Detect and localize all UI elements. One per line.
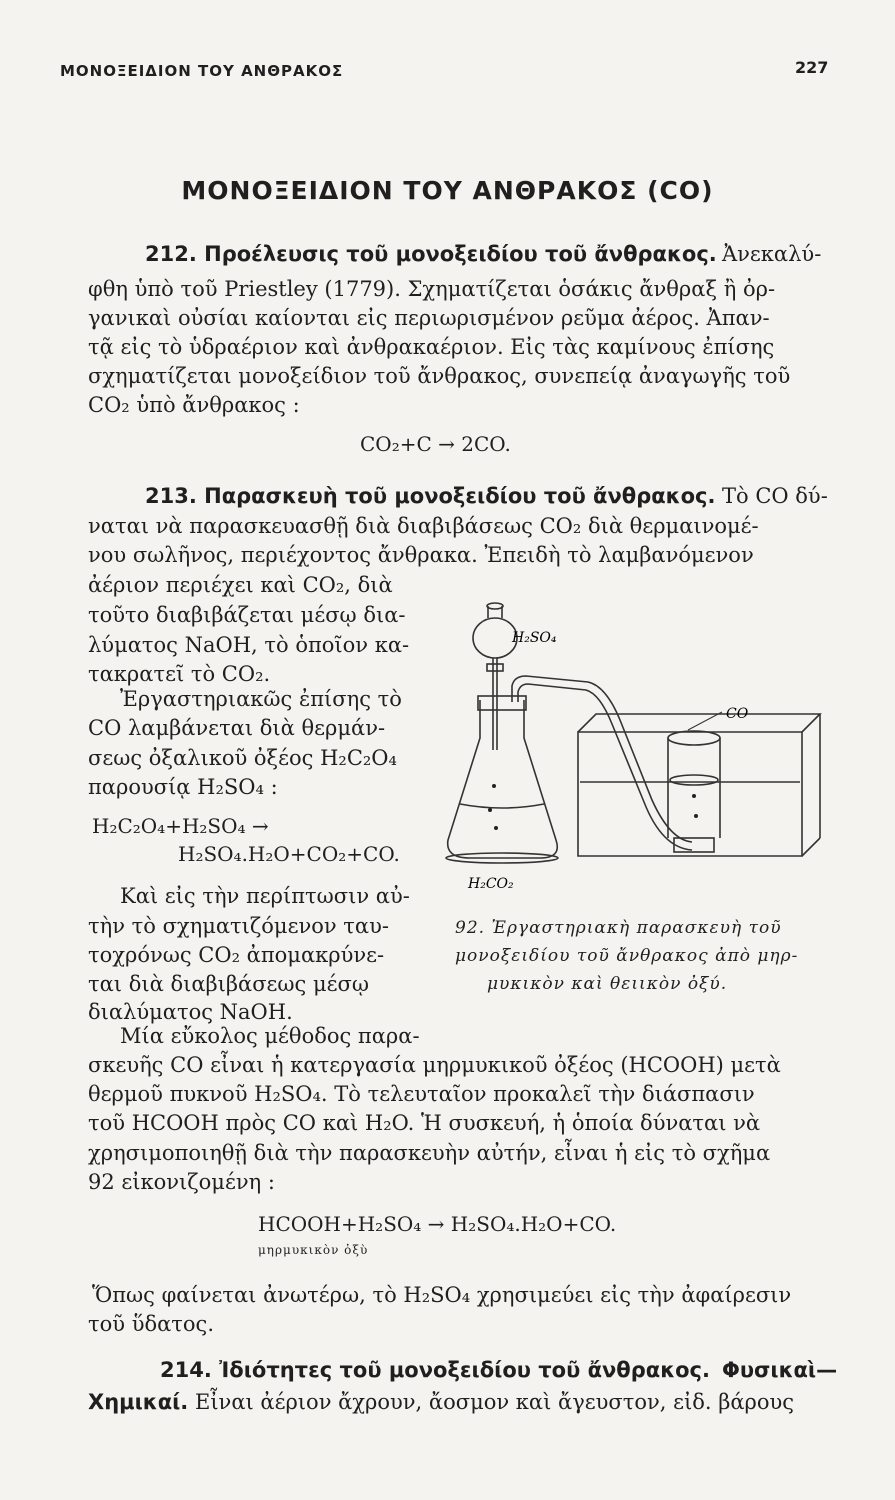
stopcock [487,664,503,671]
bubble [694,814,698,818]
section-212-line: σχηματίζεται μονοξείδιον τοῦ ἄνθρακος, συνεπείᾳ ἀναγωγῆς τοῦ [88,364,791,388]
page-number: 227 [795,58,829,77]
label-hcooh: H₂CO₂ [468,876,514,892]
gas-cylinder [668,738,720,838]
funnel-stopper [487,603,503,609]
equation-formic: HCOOH+H₂SO₄ → H₂SO₄.H₂O+CO. [258,1212,617,1236]
section-213-line: ται διὰ διαβιβάσεως μέσῳ [88,972,369,996]
section-213-line: Μία εὔκολος μέθοδος παρα- [120,1024,420,1048]
bubble [692,794,696,798]
gas-cylinder-top [668,731,720,745]
section-213-line: θερμοῦ πυκνοῦ H₂SO₄. Τὸ τελευταῖον προκαλεῖ τὴν διάσπασιν [88,1082,755,1106]
conical-flask [448,700,558,858]
section-214-line: Φυσικαὶ— [722,1358,838,1382]
section-213-line: 92 εἰκονιζομένη : [88,1170,275,1194]
gas-cylinder-level [670,775,718,785]
section-212-line: γανικαὶ οὐσίαι καίονται εἰς περιωρισμένον ρεῦμα ἀέρος. Ἀπαν- [88,306,770,330]
section-213-line: Ἐργαστηριακῶς ἐπίσης τὸ [120,687,402,711]
figure-caption: μονοξειδίου τοῦ ἄνθρακος ἀπὸ μηρ- [455,946,799,966]
section-213-line: τὴν τὸ σχηματιζόμενον ταυ- [88,914,389,938]
section-213-line: σεως ὀξαλικοῦ ὀξέος H₂C₂O₄ [88,746,397,770]
figure-caption: 92. Ἐργαστηριακὴ παρασκευὴ τοῦ [455,918,782,938]
label-co: CO [726,706,749,722]
section-213-line: Ὅπως φαίνεται ἀνωτέρω, τὸ H₂SO₄ χρησιμεύει εἰς τὴν ἀφαίρεσιν [92,1283,792,1307]
section-213-line: σκευῆς CO εἶναι ἡ κατεργασία μηρμυκικοῦ ὀξέος (HCOOH) μετὰ [88,1053,781,1077]
section-213-line: CO λαμβάνεται διὰ θερμάν- [88,716,386,740]
section-213-line: ἀέριον περιέχει καὶ CO₂, διὰ [88,573,393,597]
section-213-line: Καὶ εἰς τὴν περίπτωσιν αὐ- [120,884,410,908]
section-212-line: Ἀνεκαλύ- [722,242,822,266]
section-212-line: φθη ὑπὸ τοῦ Priestley (1779). Σχηματίζεται ὁσάκις ἄνθραξ ἢ ὀρ- [88,277,776,301]
equation-formic-note: μηρμυκικὸν ὀξὺ [258,1243,369,1257]
equation-co2-c: CO₂+C → 2CO. [360,432,511,456]
section-214-line [88,1388,794,1416]
equation-oxalic-line1: H₂C₂O₄+H₂SO₄ → [92,814,269,838]
section-213-line: λύματος NaOH, τὸ ὁποῖον κα- [88,633,410,657]
section-214-subheading: Χημικαί. [88,1390,189,1414]
section-212-line: τᾷ εἰς τὸ ὑδραέριον καὶ ἀνθρακαέριον. Εἰς τὰς καμίνους ἐπίσης [88,335,775,359]
delivery-tube [512,676,692,842]
bubble [488,808,492,812]
section-213-line: διαλύματος NaOH. [88,1000,293,1024]
section-213-line: παρουσίᾳ H₂SO₄ : [88,775,278,799]
equation-oxalic-line2: H₂SO₄.H₂O+CO₂+CO. [178,842,400,866]
section-213-line: τακρατεῖ τὸ CO₂. [88,662,271,686]
bubble [492,784,496,788]
section-213-line: ναται νὰ παρασκευασθῇ διὰ διαβιβάσεως CO₂ διὰ θερμαινομέ- [88,514,759,538]
section-213-line: τοῦ ὕδατος. [88,1312,214,1336]
section-213-line: τοῦτο διαβιβάζεται μέσῳ δια- [88,603,406,627]
section-213-line: Τὸ CO δύ- [722,484,828,508]
dropping-funnel [473,618,517,658]
section-212-heading: 212. Προέλευσις τοῦ μονοξειδίου τοῦ ἄνθρακος. [145,242,717,266]
section-213-line: νου σωλῆνος, περιέχοντος ἄνθρακα. Ἐπειδὴ τὸ λαμβανόμενον [88,543,754,567]
bubble [494,826,498,830]
section-214-heading: 214. Ἰδιότητες τοῦ μονοξειδίου τοῦ ἄνθρακος. [160,1358,710,1382]
flask-liquid-level [460,804,544,808]
trough-edge [802,838,820,856]
figure-92-apparatus [430,590,850,910]
section-213-line: τοχρόνως CO₂ ἀπομακρύνε- [88,943,385,967]
chapter-title: ΜΟΝΟΞΕΙΔΙΟΝ ΤΟΥ ΑΝΘΡΑΚΟΣ (CO) [181,176,714,205]
cylinder-support [674,838,714,852]
section-213-line: χρησιμοποιηθῇ διὰ τὴν παρασκευὴν αὐτήν, εἶναι ἡ εἰς τὸ σχῆμα [88,1141,771,1165]
section-213-heading: 213. Παρασκευὴ τοῦ μονοξειδίου τοῦ ἄνθρακος. [145,484,716,508]
running-head: ΜΟΝΟΞΕΙΔΙΟΝ ΤΟΥ ΑΝΘΡΑΚΟΣ [60,62,344,80]
figure-caption: μυκικὸν καὶ θειικὸν ὀξύ. [487,974,728,994]
section-214-text: Εἶναι ἀέριον ἄχρουν, ἄοσμον καὶ ἄγευστον, εἰδ. βάρους [194,1390,795,1414]
section-213-line: τοῦ HCOOH πρὸς CO καὶ H₂O. Ἡ συσκευή, ἡ ὁποία δύναται νὰ [88,1111,761,1135]
label-h2so4: H₂SO₄ [512,630,557,646]
section-212-line: CO₂ ὑπὸ ἄνθρακος : [88,393,300,417]
